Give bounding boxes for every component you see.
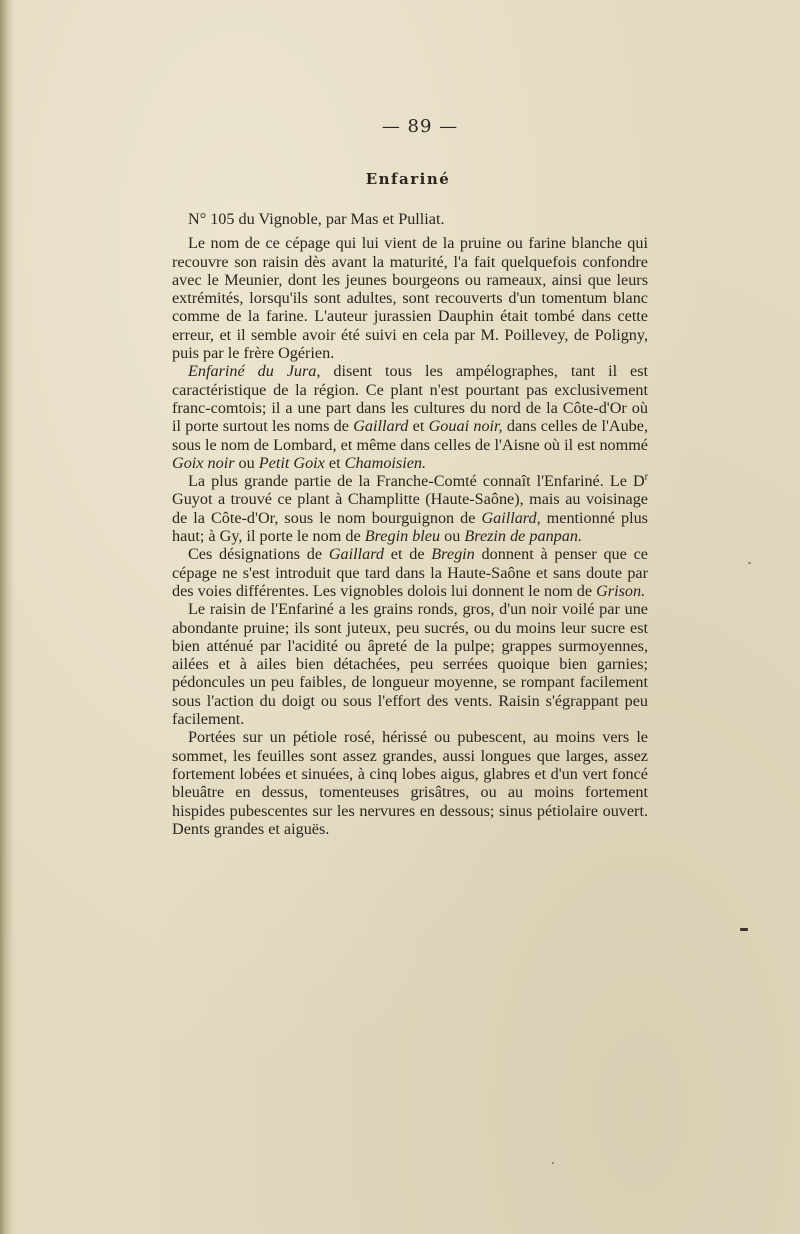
italic-term: Gaillard [328,545,384,564]
text-run: et de [384,545,432,564]
paper-speck [740,928,748,931]
italic-term: Chamoisien. [344,453,427,472]
italic-term: Gaillard, [481,508,541,527]
text-run: La plus grande partie de la Franche-Comté connaît l'Enfariné. Le D [188,472,645,491]
text-run: Ces désignations de [188,545,329,564]
text-run: mentionné plus haut; à Gy, il porte le nom de [172,508,648,546]
text-run: et [324,453,345,472]
page-number: — 89 — [381,116,459,137]
italic-term: Petit Goix [258,453,325,472]
article-body [172,210,648,838]
text-run: ou [440,527,465,546]
paragraph-franche-comte [172,472,648,545]
paragraph-designations [172,545,648,600]
text-run: donnent à penser que ce cépage ne s'est introduit que tard dans la Haute-Saône et sans doute par des voies différentes. Les vignobles dolois lui donnent le nom de [172,545,648,600]
text-run: ou [234,453,259,472]
text-run: et [408,417,429,436]
vineyard-reference: N° 105 du Vignoble, par Mas et Pulliat. [188,210,445,228]
paragraph-regions [172,362,648,472]
section-heading: Enfariné [365,170,451,188]
italic-term: Bregin bleu [364,527,441,546]
italic-term: Brezin de panpan. [464,527,583,546]
paragraph-grapes: Le raisin de l'Enfariné a les grains ronds, gros, d'un noir voilé par une abondante pruine; ils sont juteux, peu sucrés, ou du moins leur sucre est bien atténué par l'acidité ou âpreté de la pulpe; grappes surmoyennes, ailées et à ailes bien détachées, peu serrées quoique bien garnies; pédoncules un peu faibles, de longueur moyenne, se rompant facilement sous l'action du doigt ou sous l'effort des vents. Raisin s'égrappant peu facilement. [172,600,648,729]
text-run: disent tous les ampélographes, tant il est caractéristique de la région. Ce plant n'est pourtant pas exclusivement franc-comtois; il a une part dans les cultures du nord de la Côte-d'Or où il porte surtout les noms de [172,362,648,436]
italic-term: Enfariné du Jura, [188,362,321,381]
superscript: r [644,471,648,483]
paragraph-name-origin: Le nom de ce cépage qui lui vient de la pruine ou farine blanche qui recouvre son raisin dès avant la maturité, l'a fait quelquefois confondre avec le Meunier, dont les jeunes bourgeons ou rameaux, ainsi que leurs extrémités, lorsqu'ils sont adultes, sont recouverts d'un tomentum blanc comme de la farine. L'auteur jurassien Dauphin était tombé dans cette erreur, et il semble avoir été suivi en cela par M. Poillevey, de Poligny, puis par le frère Ogérien. [172,234,648,363]
paper-speck [552,1162,554,1164]
paper-speck [748,562,751,564]
italic-term: Goix noir [172,453,235,472]
paragraph-leaves: Portées sur un pétiole rosé, hérissé ou pubescent, au moins vers le sommet, les feuilles sont assez grandes, aussi longues que larges, assez fortement lobées et sinuées, à cinq lobes aigus, glabres et d'un vert foncé bleuâtre en dessus, tomenteuses grisâtres, ou au moins fortement hispides pubescentes sur les nervures en dessous; sinus pétiolaire ouvert. Dents grandes et aiguës. [172,728,648,838]
italic-term: Gaillard [353,417,409,436]
text-run: Guyot a trouvé ce plant à Champlitte (Haute-Saône), mais au voisinage de la Côte-d'Or, sous le nom bourguignon de [172,490,648,527]
italic-term: Gouai noir, [428,417,503,436]
text-run: dans celles de l'Aube, sous le nom de Lombard, et même dans celles de l'Aisne où il est nommé [172,417,649,454]
italic-term: Grison. [596,581,646,600]
italic-term: Bregin [431,545,475,564]
